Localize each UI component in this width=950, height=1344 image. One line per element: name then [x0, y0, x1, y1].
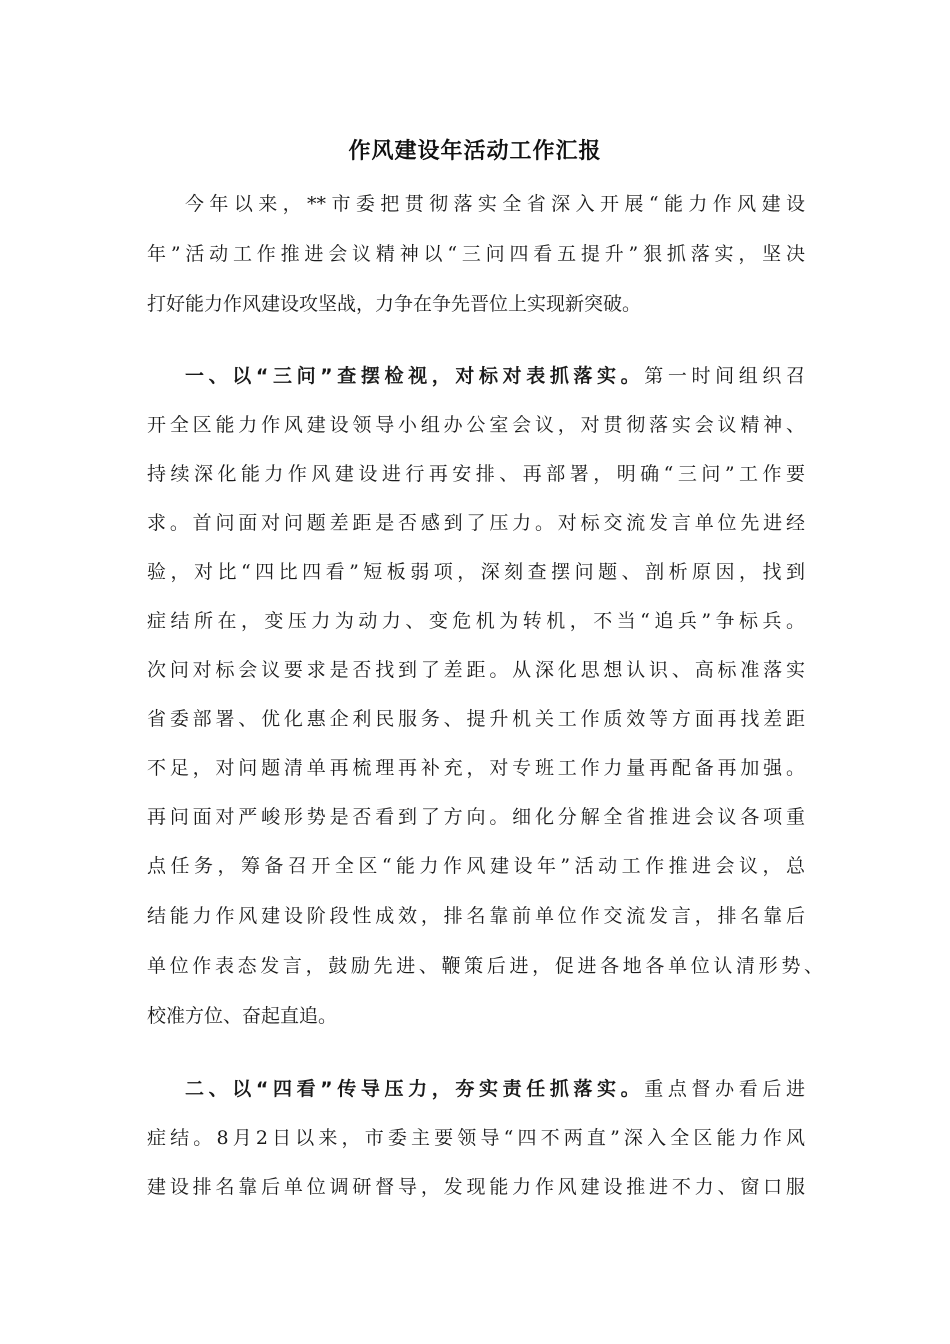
section2-line-2: 建设排名靠后单位调研督导，发现能力作风建设推进不力、窗口服 [147, 1176, 805, 1198]
section1-line-13: 校准方位、奋起直追。 [147, 1005, 338, 1027]
section1-line-1: 开全区能力作风建设领导小组办公室会议，对贯彻落实会议精神、 [147, 414, 805, 436]
document-title: 作风建设年活动工作汇报 [348, 139, 602, 164]
section1-heading: 一、以“三问”查摆检视，对标对表抓落实。 [185, 365, 645, 387]
section1-line-8: 不足，对问题清单再梳理再补充，对专班工作力量再配备再加强。 [147, 757, 805, 779]
section2-first-line [185, 1069, 805, 1109]
section2-first-line-rest: 重点督办看后进 [644, 1078, 805, 1100]
intro-line-2: 年”活动工作推进会议精神以“三问四看五提升”狠抓落实，坚决 [147, 243, 805, 265]
intro-line-3: 打好能力作风建设攻坚战，力争在争先晋位上实现新突破。 [147, 293, 642, 315]
section1-line-11: 结能力作风建设阶段性成效，排名靠前单位作交流发言，排名靠后 [147, 905, 805, 927]
section1-first-line-rest: 第一时间组织召 [644, 365, 805, 387]
section1-line-3: 求。首问面对问题差距是否感到了压力。对标交流发言单位先进经 [147, 512, 805, 534]
section1-line-5: 症结所在，变压力为动力、变危机为转机，不当“追兵”争标兵。 [147, 610, 805, 632]
section2-line-1: 症结。8月2日以来，市委主要领导“四不两直”深入全区能力作风 [147, 1127, 805, 1149]
section1-line-9: 再问面对严峻形势是否看到了方向。细化分解全省推进会议各项重 [147, 806, 805, 828]
section2-heading: 二、以“四看”传导压力，夯实责任抓落实。 [185, 1078, 645, 1100]
section1-line-10: 点任务，筹备召开全区“能力作风建设年”活动工作推进会议，总 [147, 855, 805, 877]
section1-line-2: 持续深化能力作风建设进行再安排、再部署，明确“三问”工作要 [147, 463, 805, 485]
section1-line-4: 验，对比“四比四看”短板弱项，深刻查摆问题、剖析原因，找到 [147, 561, 805, 583]
intro-line-1: 今年以来，**市委把贯彻落实全省深入开展“能力作风建设 [185, 193, 805, 215]
section1-line-12: 单位作表态发言，鼓励先进、鞭策后进，促进各地各单位认清形势、 [147, 955, 823, 977]
section1-first-line [185, 356, 805, 396]
section1-line-6: 次问对标会议要求是否找到了差距。从深化思想认识、高标准落实 [147, 659, 805, 681]
section1-line-7: 省委部署、优化惠企利民服务、提升机关工作质效等方面再找差距 [147, 708, 805, 730]
